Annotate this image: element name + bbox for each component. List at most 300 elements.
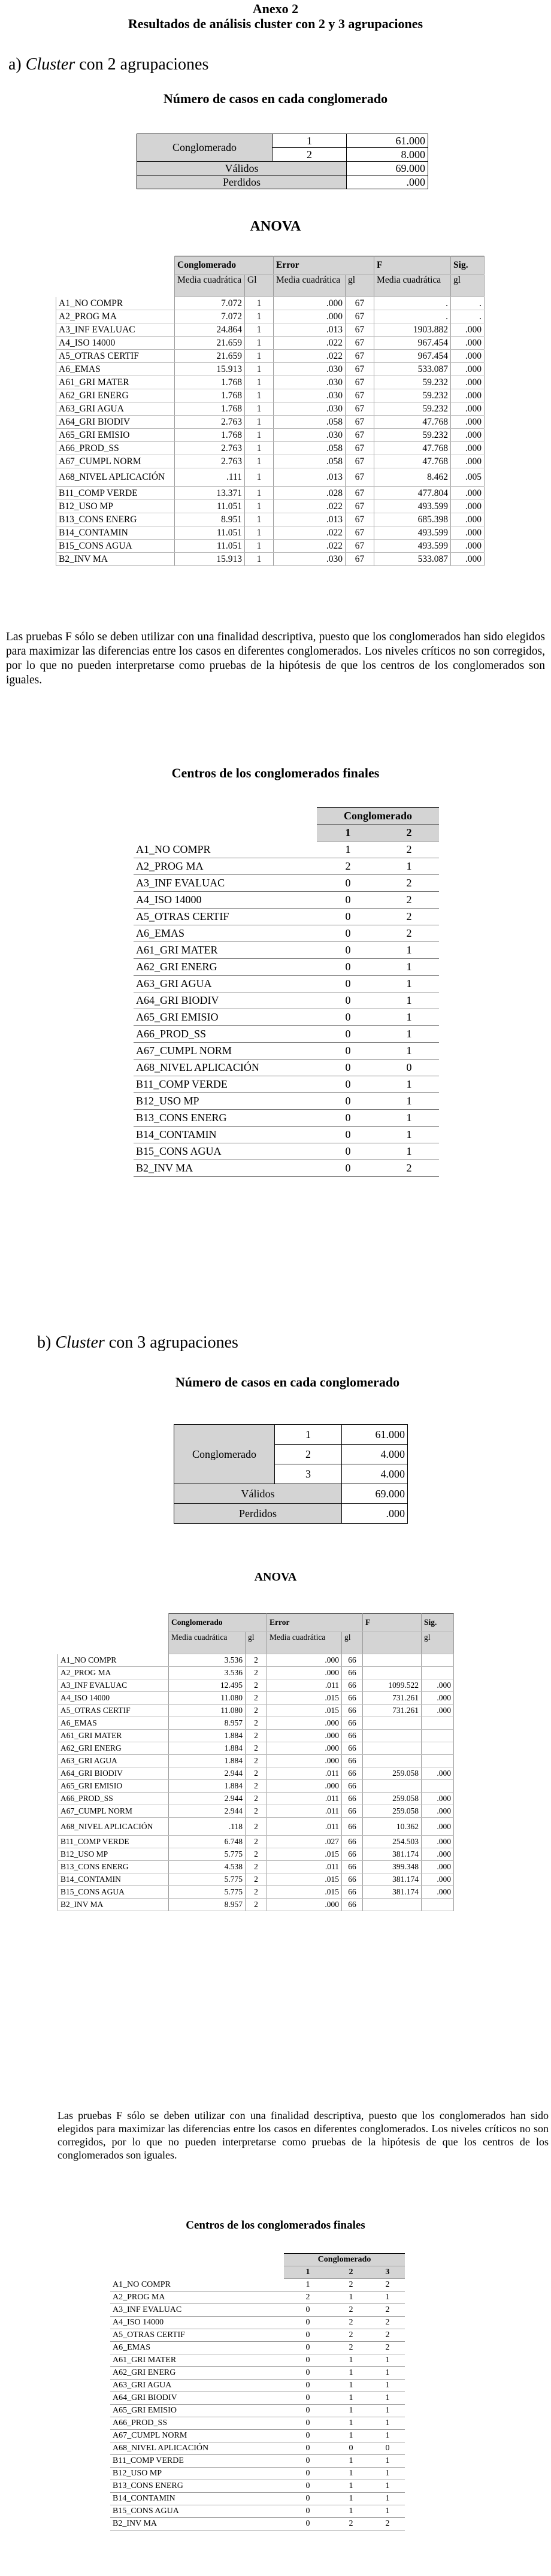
anova-row	[58, 1848, 454, 1861]
centers-b-title: Centros de los conglomerados finales	[186, 2219, 365, 2232]
variable-label: A63_GRI AGUA	[56, 402, 175, 416]
variable-label: A3_INF EVALUAC	[56, 323, 175, 337]
f-value: 1903.882	[374, 323, 451, 337]
centers-row	[110, 2317, 405, 2329]
f-value: 259.058	[363, 1767, 422, 1780]
variable-label: B11_COMP VERDE	[110, 2455, 284, 2468]
f-value: 254.503	[363, 1836, 422, 1848]
sig-value	[422, 1899, 454, 1911]
centers-group-header	[134, 808, 439, 825]
mean-square-error: .013	[274, 323, 346, 337]
mean-square-cluster: .111	[175, 468, 245, 487]
center-value: 2	[332, 2279, 370, 2292]
variable-label: A62_GRI ENERG	[56, 389, 175, 402]
table-row	[174, 1484, 408, 1504]
df-error: 66	[342, 1780, 363, 1793]
centers-row	[110, 2279, 405, 2292]
variable-label: A61_GRI MATER	[134, 942, 317, 959]
df-cluster: 1	[245, 337, 274, 350]
variable-label: A63_GRI AGUA	[110, 2380, 284, 2392]
centers-row	[134, 892, 439, 909]
mean-square-cluster: 7.072	[175, 310, 245, 323]
df-cluster: 2	[246, 1780, 267, 1793]
df-error: 66	[342, 1705, 363, 1717]
sig-value	[422, 1730, 454, 1742]
center-value: 1	[332, 2292, 370, 2304]
anova-row	[56, 455, 485, 468]
sig-value: .000	[422, 1679, 454, 1692]
df-error: 67	[346, 468, 374, 487]
group-f: F	[363, 1614, 422, 1632]
counts-table-sectionA	[137, 134, 428, 189]
df-error: 67	[346, 337, 374, 350]
f-value: 967.454	[374, 350, 451, 363]
variable-label: A1_NO COMPR	[110, 2279, 284, 2292]
center-value: 1	[379, 976, 439, 992]
centers-row	[110, 2342, 405, 2354]
corner-cell	[110, 2254, 284, 2266]
mean-square-error: .000	[267, 1755, 342, 1767]
center-value: 0	[284, 2329, 332, 2342]
df-cluster: 2	[246, 1818, 267, 1836]
center-value: 2	[370, 2329, 405, 2342]
df-cluster: 1	[245, 540, 274, 553]
df-error: 67	[346, 363, 374, 376]
f-value: 477.804	[374, 487, 451, 500]
cluster-count: 4.000	[342, 1445, 408, 1464]
variable-label: A61_GRI MATER	[56, 376, 175, 389]
centers-row	[110, 2367, 405, 2380]
group-f: F	[374, 256, 451, 275]
anova-row	[56, 402, 485, 416]
variable-label: A66_PROD_SS	[134, 1026, 317, 1043]
df-error: 66	[342, 1717, 363, 1730]
f-value: 59.232	[374, 402, 451, 416]
center-value: 2	[379, 1160, 439, 1177]
center-value: 1	[370, 2392, 405, 2405]
mean-square-error: .022	[274, 500, 346, 513]
mean-square-cluster: .118	[169, 1818, 246, 1836]
f-value: 47.768	[374, 455, 451, 468]
subhead: Media cuadrática	[274, 275, 346, 297]
anova-row	[58, 1873, 454, 1886]
anova-row	[56, 487, 485, 500]
mean-square-error: .011	[267, 1793, 342, 1805]
center-value: 1	[370, 2417, 405, 2430]
subhead: Media cuadrática	[374, 275, 451, 297]
anova-b-title: ANOVA	[254, 1570, 297, 1584]
cluster-col-header: 1	[317, 825, 379, 841]
center-value: 2	[379, 875, 439, 892]
centers-row	[134, 1093, 439, 1110]
df-error: 66	[342, 1730, 363, 1742]
sig-value	[422, 1755, 454, 1767]
variable-label: B15_CONS AGUA	[58, 1886, 169, 1899]
cluster-count: 4.000	[342, 1464, 408, 1484]
df-error: 67	[346, 513, 374, 526]
f-value: 731.261	[363, 1705, 422, 1717]
centers-col-header	[110, 2266, 405, 2279]
f-value	[363, 1654, 422, 1667]
sig-value: .000	[451, 487, 485, 500]
center-value: 2	[379, 892, 439, 909]
sig-value: .000	[422, 1873, 454, 1886]
df-cluster: 2	[246, 1667, 267, 1679]
mean-square-cluster: 1.884	[169, 1742, 246, 1755]
variable-label: B2_INV MA	[56, 553, 175, 566]
center-value: 2	[332, 2518, 370, 2530]
f-value: 381.174	[363, 1886, 422, 1899]
df-cluster: 1	[245, 402, 274, 416]
df-error: 67	[346, 455, 374, 468]
centers-row	[110, 2354, 405, 2367]
lost-value: .000	[342, 1504, 408, 1524]
mean-square-cluster: 12.495	[169, 1679, 246, 1692]
df-error: 67	[346, 487, 374, 500]
center-value: 0	[284, 2430, 332, 2442]
variable-label: A62_GRI ENERG	[110, 2367, 284, 2380]
center-value: 2	[370, 2279, 405, 2292]
section-a-rest: con 2 agrupaciones	[79, 55, 209, 74]
anova-row	[56, 389, 485, 402]
lost-value: .000	[347, 175, 428, 189]
variable-label: B13_CONS ENERG	[134, 1110, 317, 1127]
variable-label: B13_CONS ENERG	[110, 2480, 284, 2493]
f-value: 259.058	[363, 1805, 422, 1818]
variable-label: B13_CONS ENERG	[58, 1861, 169, 1873]
center-value: 1	[370, 2354, 405, 2367]
sig-value: .000	[422, 1848, 454, 1861]
variable-label: A5_OTRAS CERTIF	[58, 1705, 169, 1717]
section-b-letter: b)	[37, 1333, 52, 1352]
f-value: .	[374, 297, 451, 310]
centers-row	[134, 1110, 439, 1127]
mean-square-cluster: 13.371	[175, 487, 245, 500]
sig-value: .000	[451, 500, 485, 513]
center-value: 2	[370, 2518, 405, 2530]
center-value: 1	[332, 2417, 370, 2430]
mean-square-cluster: 5.775	[169, 1886, 246, 1899]
mean-square-error: .011	[267, 1861, 342, 1873]
anova-row	[56, 363, 485, 376]
center-value: 1	[370, 2367, 405, 2380]
center-value: 1	[379, 1076, 439, 1093]
centers-row	[110, 2455, 405, 2468]
sig-value: .000	[422, 1692, 454, 1705]
center-value: 2	[332, 2317, 370, 2329]
mean-square-cluster: 1.768	[175, 402, 245, 416]
center-value: 1	[379, 942, 439, 959]
df-error: 66	[342, 1848, 363, 1861]
center-value: 2	[332, 2329, 370, 2342]
f-value: 685.398	[374, 513, 451, 526]
centers-row	[134, 1127, 439, 1143]
f-value	[363, 1899, 422, 1911]
df-cluster: 1	[245, 553, 274, 566]
variable-label: A5_OTRAS CERTIF	[110, 2329, 284, 2342]
centers-row	[110, 2304, 405, 2317]
mean-square-cluster: 5.775	[169, 1848, 246, 1861]
df-cluster: 2	[246, 1861, 267, 1873]
anova-a-title: ANOVA	[250, 219, 301, 234]
df-cluster: 1	[245, 513, 274, 526]
df-cluster: 1	[245, 429, 274, 442]
center-value: 2	[379, 909, 439, 925]
center-value: 2	[370, 2342, 405, 2354]
anova-row	[56, 350, 485, 363]
variable-label: A1_NO COMPR	[58, 1654, 169, 1667]
mean-square-cluster: 3.536	[169, 1667, 246, 1679]
sig-value: .000	[422, 1805, 454, 1818]
mean-square-cluster: 15.913	[175, 363, 245, 376]
f-value: 59.232	[374, 429, 451, 442]
mean-square-error: .015	[267, 1848, 342, 1861]
note-a: Las pruebas F sólo se deben utilizar con una finalidad descriptiva, puesto que los conglomerados han sido elegidos para maximizar las diferencias entre los casos en diferentes conglomerados. Los niveles críticos no son corregidos, por lo que no pueden interpretarse como pruebas de la hipótesis de que los centros de los conglomerados son iguales.	[6, 631, 545, 686]
df-error: 66	[342, 1886, 363, 1899]
mean-square-cluster: 21.659	[175, 337, 245, 350]
mean-square-error: .015	[267, 1705, 342, 1717]
valid-value: 69.000	[342, 1484, 408, 1504]
center-value: 1	[370, 2405, 405, 2417]
anova-table-sectionB	[57, 1613, 454, 1911]
df-error: 66	[342, 1692, 363, 1705]
center-value: 0	[284, 2417, 332, 2430]
df-cluster: 2	[246, 1886, 267, 1899]
df-error: 66	[342, 1836, 363, 1848]
df-cluster: 2	[246, 1730, 267, 1742]
valid-label: Válidos	[174, 1484, 342, 1504]
subhead: Media cuadrática	[169, 1632, 246, 1654]
center-value: 1	[317, 841, 379, 858]
anova-row	[58, 1730, 454, 1742]
variable-label: A67_CUMPL NORM	[56, 455, 175, 468]
center-value: 1	[370, 2480, 405, 2493]
variable-label: A68_NIVEL APLICACIÓN	[58, 1818, 169, 1836]
center-value: 1	[370, 2493, 405, 2505]
variable-label: A67_CUMPL NORM	[58, 1805, 169, 1818]
centers-col-header	[134, 825, 439, 841]
sig-value: .000	[451, 363, 485, 376]
variable-label: B12_USO MP	[56, 500, 175, 513]
center-value: 1	[379, 992, 439, 1009]
anova-row	[58, 1692, 454, 1705]
mean-square-cluster: 15.913	[175, 553, 245, 566]
center-value: 0	[284, 2405, 332, 2417]
variable-label: A65_GRI EMISIO	[58, 1780, 169, 1793]
f-value	[363, 1755, 422, 1767]
centers-row	[134, 1143, 439, 1160]
variable-label: A64_GRI BIODIV	[134, 992, 317, 1009]
df-error: 67	[346, 389, 374, 402]
corner-cell	[134, 808, 317, 825]
subhead-empty	[363, 1632, 422, 1654]
counts-label: Conglomerado	[137, 134, 273, 162]
center-value: 1	[370, 2430, 405, 2442]
f-value: 47.768	[374, 442, 451, 455]
variable-label: A6_EMAS	[58, 1717, 169, 1730]
center-value: 2	[317, 858, 379, 875]
center-value: 1	[379, 858, 439, 875]
variable-label: A62_GRI ENERG	[58, 1742, 169, 1755]
anova-row	[56, 376, 485, 389]
cluster-col-header: 1	[284, 2266, 332, 2279]
center-value: 0	[317, 909, 379, 925]
mean-square-cluster: 8.957	[169, 1899, 246, 1911]
mean-square-cluster: 1.768	[175, 429, 245, 442]
subhead: Media cuadrática	[267, 1632, 342, 1654]
sig-value: .000	[451, 526, 485, 540]
center-value: 1	[332, 2493, 370, 2505]
variable-label: A68_NIVEL APLICACIÓN	[56, 468, 175, 487]
mean-square-error: .028	[274, 487, 346, 500]
f-value: 533.087	[374, 363, 451, 376]
anova-row	[58, 1780, 454, 1793]
counts-a-title: Número de casos en cada conglomerado	[163, 91, 388, 106]
group-conglomerado: Conglomerado	[175, 256, 274, 275]
centers-group: Conglomerado	[317, 808, 439, 825]
variable-label: A4_ISO 14000	[58, 1692, 169, 1705]
mean-square-error: .000	[267, 1780, 342, 1793]
df-cluster: 2	[246, 1705, 267, 1717]
center-value: 1	[379, 1127, 439, 1143]
centers-row	[110, 2405, 405, 2417]
center-value: 1	[332, 2367, 370, 2380]
cluster-number: 1	[275, 1425, 342, 1445]
sig-value: .000	[451, 337, 485, 350]
anova-row	[58, 1767, 454, 1780]
centers-row	[110, 2442, 405, 2455]
mean-square-error: .000	[274, 297, 346, 310]
note-b: Las pruebas F sólo se deben utilizar con una finalidad descriptiva, puesto que los conglomerados han sido elegidos para maximizar las diferencias entre los casos en diferentes conglomerados. Los niveles críticos no son corregidos, por lo que no pueden interpretarse como pruebas de la hipótesis de que los centros de los conglomerados son iguales.	[57, 2109, 549, 2161]
section-b-rest: con 3 agrupaciones	[108, 1333, 238, 1352]
df-cluster: 2	[246, 1679, 267, 1692]
centers-row	[134, 858, 439, 875]
center-value: 0	[317, 976, 379, 992]
center-value: 1	[332, 2468, 370, 2480]
sig-value: .000	[422, 1886, 454, 1899]
group-error: Error	[267, 1614, 363, 1632]
anova-row	[58, 1755, 454, 1767]
df-cluster: 1	[245, 389, 274, 402]
variable-label: A6_EMAS	[110, 2342, 284, 2354]
cluster-number: 1	[273, 134, 347, 148]
mean-square-error: .027	[267, 1836, 342, 1848]
df-cluster: 2	[246, 1873, 267, 1886]
center-value: 0	[284, 2455, 332, 2468]
centers-row	[134, 942, 439, 959]
center-value: 1	[332, 2405, 370, 2417]
f-value	[363, 1742, 422, 1755]
variable-label: B11_COMP VERDE	[134, 1076, 317, 1093]
df-cluster: 1	[245, 297, 274, 310]
mean-square-error: .030	[274, 376, 346, 389]
df-error: 67	[346, 540, 374, 553]
sig-value: .000	[451, 455, 485, 468]
centers-a-title: Centros de los conglomerados finales	[171, 765, 380, 780]
center-value: 0	[317, 992, 379, 1009]
centers-row	[134, 925, 439, 942]
df-error: 66	[342, 1818, 363, 1836]
df-error: 66	[342, 1873, 363, 1886]
mean-square-cluster: 11.051	[175, 526, 245, 540]
df-error: 67	[346, 442, 374, 455]
df-error: 66	[342, 1899, 363, 1911]
anova-row	[56, 416, 485, 429]
corner-cell	[58, 1614, 169, 1632]
mean-square-error: .000	[267, 1730, 342, 1742]
center-value: 0	[284, 2354, 332, 2367]
table-row	[174, 1504, 408, 1524]
center-value: 0	[284, 2505, 332, 2518]
center-value: 0	[317, 1093, 379, 1110]
f-value	[363, 1730, 422, 1742]
section-a-italic: Cluster	[25, 55, 75, 74]
center-value: 0	[284, 2480, 332, 2493]
sig-value: .000	[451, 429, 485, 442]
subhead: gl	[451, 275, 485, 297]
sig-value: .000	[422, 1767, 454, 1780]
variable-label: B2_INV MA	[134, 1160, 317, 1177]
df-error: 67	[346, 297, 374, 310]
df-cluster: 2	[246, 1692, 267, 1705]
mean-square-error: .011	[267, 1818, 342, 1836]
mean-square-error: .022	[274, 540, 346, 553]
sig-value: .000	[451, 553, 485, 566]
center-value: 0	[317, 1009, 379, 1026]
centers-row	[110, 2493, 405, 2505]
f-value	[363, 1667, 422, 1679]
mean-square-error: .058	[274, 416, 346, 429]
center-value: 0	[317, 1060, 379, 1076]
df-cluster: 2	[246, 1805, 267, 1818]
anova-row	[58, 1717, 454, 1730]
section-a-heading	[8, 55, 208, 74]
center-value: 0	[284, 2468, 332, 2480]
anova-sub-header	[58, 1632, 454, 1654]
mean-square-error: .000	[267, 1899, 342, 1911]
mean-square-cluster: 11.051	[175, 500, 245, 513]
mean-square-cluster: 1.884	[169, 1780, 246, 1793]
center-value: 1	[370, 2505, 405, 2518]
sig-value: .000	[422, 1836, 454, 1848]
df-cluster: 1	[245, 468, 274, 487]
variable-label: A3_INF EVALUAC	[134, 875, 317, 892]
f-value: 493.599	[374, 500, 451, 513]
centers-group-header	[110, 2254, 405, 2266]
f-value: .	[374, 310, 451, 323]
mean-square-error: .000	[267, 1654, 342, 1667]
anova-row	[58, 1742, 454, 1755]
df-cluster: 2	[246, 1767, 267, 1780]
f-value: 10.362	[363, 1818, 422, 1836]
f-value	[363, 1717, 422, 1730]
center-value: 0	[332, 2442, 370, 2455]
sig-value	[422, 1654, 454, 1667]
center-value: 0	[317, 1143, 379, 1160]
mean-square-cluster: 21.659	[175, 350, 245, 363]
sig-value	[422, 1717, 454, 1730]
center-value: 1	[370, 2292, 405, 2304]
variable-label: A2_PROG MA	[58, 1667, 169, 1679]
center-value: 0	[284, 2493, 332, 2505]
center-value: 0	[317, 1076, 379, 1093]
mean-square-error: .013	[274, 513, 346, 526]
df-error: 66	[342, 1767, 363, 1780]
df-cluster: 1	[245, 487, 274, 500]
mean-square-error: .022	[274, 350, 346, 363]
sig-value: .000	[451, 350, 485, 363]
variable-label: A68_NIVEL APLICACIÓN	[110, 2442, 284, 2455]
